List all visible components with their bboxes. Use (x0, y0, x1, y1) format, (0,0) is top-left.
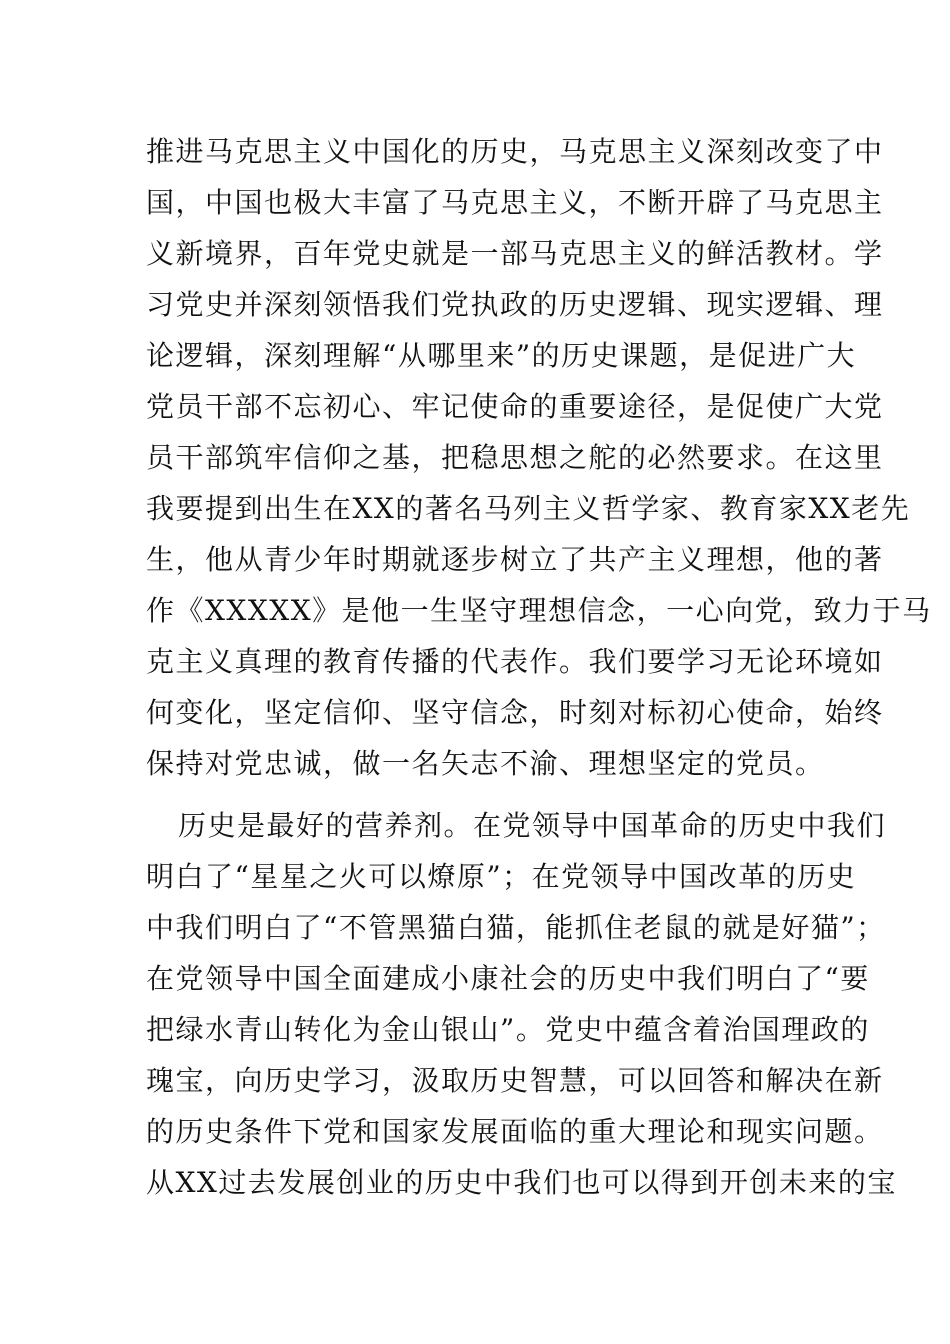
text-line: 明白了“星星之火可以燎原”；在党领导中国改革的历史 (146, 860, 857, 893)
text-line: 义新境界，百年党史就是一部马克思主义的鲜活教材。学 (146, 237, 884, 270)
paragraph-first-line: 历史是最好的营养剂。在党领导中国革命的历史中我们 (178, 809, 887, 842)
text-line: 我要提到出生在XX的著名马列主义哲学家、教育家XX老先 (146, 492, 911, 525)
text-line: 把绿水青山转化为金山银山”。党史中蕴含着治国理政的 (146, 1013, 870, 1046)
text-line: 瑰宝，向历史学习，汲取历史智慧，可以回答和解决在新 (146, 1064, 884, 1097)
text-line: 克主义真理的教育传播的代表作。我们要学习无论环境如 (146, 645, 884, 678)
text-line: 中我们明白了“不管黑猫白猫，能抓住老鼠的就是好猫”； (146, 911, 886, 944)
text-line: 从XX过去发展创业的历史中我们也可以得到开创未来的宝 (146, 1166, 897, 1199)
text-line: 论逻辑，深刻理解“从哪里来”的历史课题，是促进广大 (146, 339, 857, 372)
text-line: 保持对党忠诚，做一名矢志不渝、理想坚定的党员。 (146, 747, 825, 780)
text-line: 员干部筑牢信仰之基，把稳思想之舵的必然要求。在这里 (146, 441, 884, 474)
text-line: 推进马克思主义中国化的历史，马克思主义深刻改变了中 (146, 135, 884, 168)
text-line: 习党史并深刻领悟我们党执政的历史逻辑、现实逻辑、理 (146, 288, 884, 321)
text-line: 何变化，坚定信仰、坚守信念，时刻对标初心使命，始终 (146, 696, 884, 729)
text-line: 作《XXXXX》是他一生坚守理想信念，一心向党，致力于马 (146, 594, 932, 627)
text-line: 生，他从青少年时期就逐步树立了共产主义理想，他的著 (146, 543, 884, 576)
text-line: 的历史条件下党和国家发展面临的重大理论和现实问题。 (146, 1115, 884, 1148)
text-line: 国，中国也极大丰富了马克思主义，不断开辟了马克思主 (146, 186, 884, 219)
text-line: 在党领导中国全面建成小康社会的历史中我们明白了“要 (146, 962, 870, 995)
text-line: 党员干部不忘初心、牢记使命的重要途径，是促使广大党 (146, 390, 884, 423)
